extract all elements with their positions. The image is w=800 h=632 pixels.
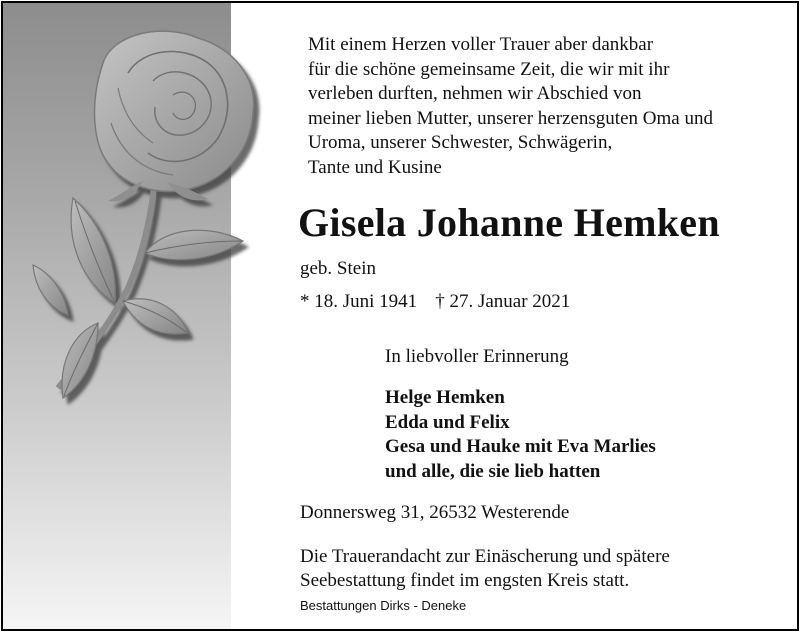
- undertaker-name: Bestattungen Dirks - Deneke: [300, 598, 467, 613]
- intro-line: verleben durften, nehmen wir Abschied von: [308, 83, 642, 104]
- life-dates: [300, 291, 570, 313]
- intro-text: [308, 33, 713, 180]
- mourner-entry: Gesa und Hauke mit Eva Marlies: [385, 436, 656, 457]
- mourner-entry: Edda und Felix: [385, 411, 510, 433]
- deceased-name: Gisela Johanne Hemken: [298, 200, 720, 245]
- mourner-entry: und alle, die sie lieb hatten: [385, 460, 601, 482]
- intro-line: meiner lieben Mutter, unserer herzensguten Oma und: [308, 107, 713, 129]
- funeral-notice: [300, 545, 670, 593]
- notice-line: Die Trauerandacht zur Einäscherung und spätere: [300, 546, 670, 567]
- mourners-list: [385, 386, 656, 484]
- death-date: † 27. Januar 2021: [435, 291, 571, 312]
- birth-date: * 18. Juni 1941: [300, 291, 418, 312]
- intro-line: für die schöne gemeinsame Zeit, die wir mit ihr: [308, 58, 670, 80]
- rose-icon: [3, 3, 273, 463]
- address: Donnersweg 31, 26532 Westerende: [300, 502, 570, 523]
- obituary-notice: [1, 1, 799, 631]
- intro-line: Mit einem Herzen voller Trauer aber dankbar: [308, 34, 654, 55]
- intro-line: Tante und Kusine: [308, 156, 442, 178]
- mourner-entry: Helge Hemken: [385, 387, 505, 408]
- intro-line: Uroma, unserer Schwester, Schwägerin,: [308, 132, 613, 153]
- notice-line: Seebestattung findet im engsten Kreis statt.: [300, 570, 630, 591]
- birth-name: geb. Stein: [300, 258, 376, 279]
- memory-text: In liebvoller Erinnerung: [385, 346, 569, 367]
